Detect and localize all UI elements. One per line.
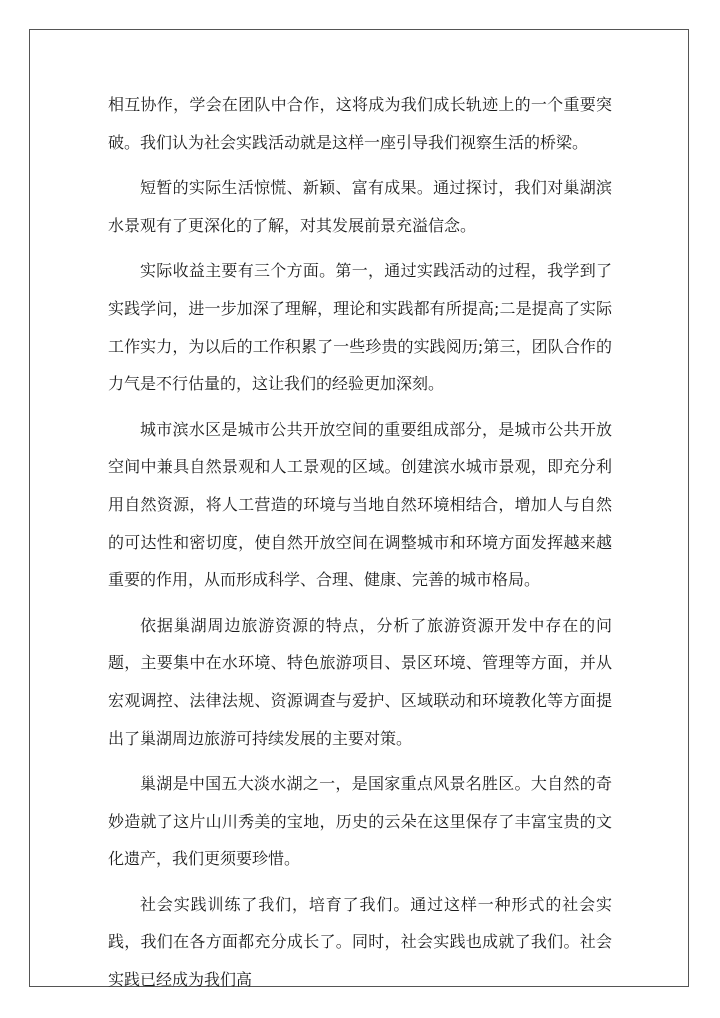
document-body [108, 86, 612, 1007]
paragraph-4: 城市滨水区是城市公共开放空间的重要组成部分，是城市公共开放空间中兼具自然景观和人工景观的区域。创建滨水城市景观，即充分利用自然资源，将人工营造的环境与当地自然环境相结合，增加人与自然的可达性和密切度，使自然开放空间在调整城市和环境方面发挥越来越重要的作用，从而形成科学、合理、健康、完善的城市格局。 [108, 419, 612, 590]
paragraph-3: 实际收益主要有三个方面。第一，通过实践活动的过程，我学到了实践学问，进一步加深了理解，理论和实践都有所提高;二是提高了实际工作实力，为以后的工作积累了一些珍贵的实践阅历;第三，团队合作的力气是不行估量的，这让我们的经验更加深刻。 [108, 261, 612, 394]
paragraph-2: 短暂的实际生活惊慌、新颖、富有成果。通过探讨，我们对巢湖滨水景观有了更深化的了解，对其发展前景充溢信念。 [108, 178, 612, 235]
paragraph-1: 相互协作，学会在团队中合作，这将成为我们成长轨迹上的一个重要突破。我们认为社会实践活动就是这样一座引导我们视察生活的桥梁。 [108, 95, 612, 152]
paragraph-6: 巢湖是中国五大淡水湖之一，是国家重点风景名胜区。大自然的奇妙造就了这片山川秀美的宝地，历史的云朵在这里保存了丰富宝贵的文化遗产，我们更须要珍惜。 [108, 774, 612, 869]
paragraph-7: 社会实践训练了我们，培育了我们。通过这样一种形式的社会实践，我们在各方面都充分成长了。同时，社会实践也成就了我们。社会实践已经成为我们高 [108, 894, 612, 990]
paragraph-5: 依据巢湖周边旅游资源的特点，分析了旅游资源开发中存在的问题，主要集中在水环境、特色旅游项目、景区环境、管理等方面，并从宏观调控、法律法规、资源调查与爱护、区域联动和环境教化等方面提出了巢湖周边旅游可持续发展的主要对策。 [108, 615, 612, 748]
